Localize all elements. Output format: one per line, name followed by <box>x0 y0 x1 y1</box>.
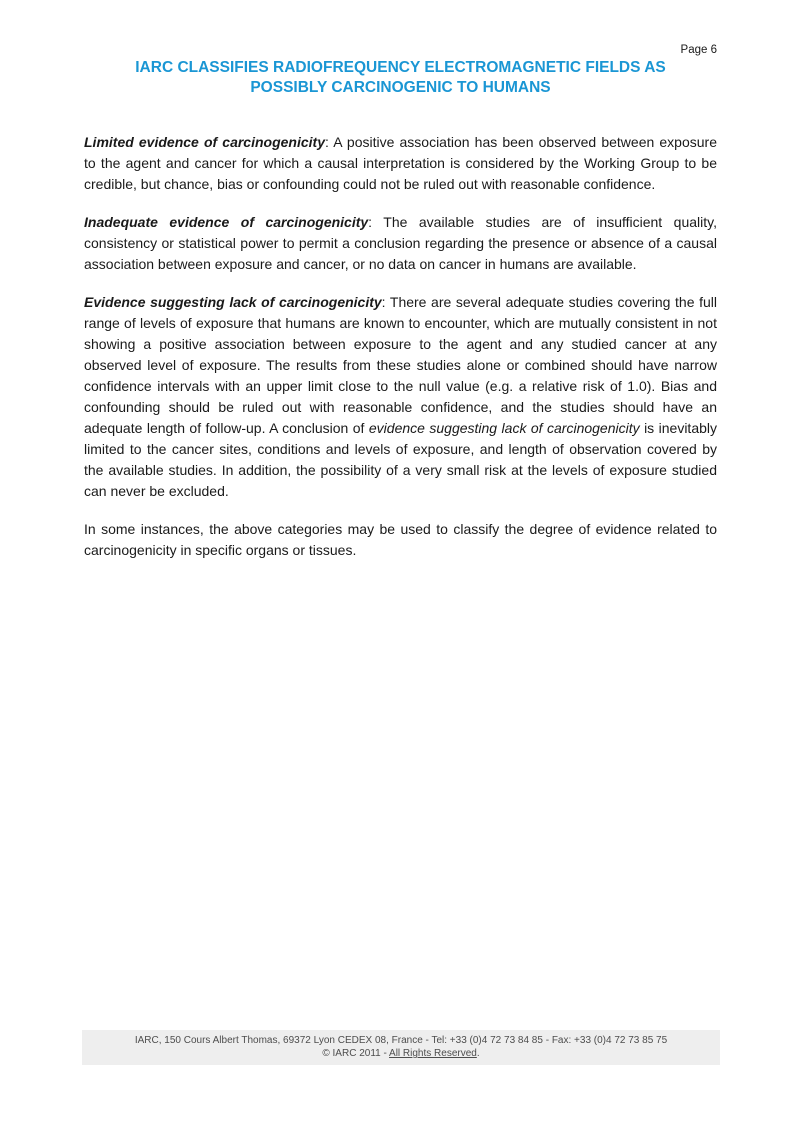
evidence-lack-body-1: : There are several adequate studies covering the full range of levels of exposure that humans are known to encounter, which are mutually consistent in not showing a positive association between exposure to the agent and any studied cancer at any observed level of exposure. The results from these studies alone or combined should have narrow confidence intervals with an upper limit close to the null value (e.g. a relative risk of 1.0). Bias and confounding should be ruled out with reasonable confidence, and the studies should have an adequate length of follow-up. A conclusion of <box>84 294 717 436</box>
paragraph-instances-note <box>84 519 717 561</box>
copyright-text: © IARC 2011 - <box>322 1048 390 1059</box>
page-number-label: Page 6 <box>680 44 717 56</box>
title-line-2: POSSIBLY CARCINOGENIC TO HUMANS <box>250 79 551 96</box>
evidence-lack-body-2: is inevitably limited to the cancer sites, conditions and levels of exposure, and length of observation covered by the available studies. In addition, the possibility of a very small risk at the levels of exposure studied can never be excluded. <box>84 420 717 499</box>
paragraph-evidence-suggesting-lack <box>84 292 717 502</box>
inadequate-evidence-body: : The available studies are of insufficient quality, consistency or statistical power to permit a conclusion regarding the presence or absence of a causal association between exposure and cancer, or no data on cancer in humans are available. <box>84 214 717 272</box>
footer-address-line: IARC, 150 Cours Albert Thomas, 69372 Lyon CEDEX 08, France - Tel: +33 (0)4 72 73 84 85 - Fax: +33 (0)4 72 73 85 75 <box>134 1035 668 1046</box>
document-title <box>84 58 717 98</box>
paragraph-inadequate-evidence <box>84 212 717 275</box>
paragraph-limited-evidence <box>84 132 717 195</box>
page-content <box>84 44 717 578</box>
evidence-lack-italic-phrase: evidence suggesting lack of carcinogenicity <box>368 420 640 436</box>
all-rights-reserved-link[interactable]: All Rights Reserved <box>389 1048 477 1059</box>
footer-copyright-line <box>88 1047 714 1060</box>
limited-evidence-lead: Limited evidence of carcinogenicity <box>84 134 325 150</box>
copyright-period: . <box>476 1048 480 1059</box>
instances-note-body: In some instances, the above categories may be used to classify the degree of evidence related to carcinogenicity in specific organs or tissues. <box>84 521 717 558</box>
evidence-lack-lead: Evidence suggesting lack of carcinogenicity <box>84 294 382 310</box>
body-text <box>84 132 717 561</box>
limited-evidence-body: : A positive association has been observed between exposure to the agent and cancer for which a causal interpretation is considered by the Working Group to be credible, but chance, bias or confounding could not be ruled out with reasonable confidence. <box>84 134 717 192</box>
footer <box>82 1030 720 1065</box>
title-line-1: IARC CLASSIFIES RADIOFREQUENCY ELECTROMAGNETIC FIELDS AS <box>135 59 666 76</box>
inadequate-evidence-lead: Inadequate evidence of carcinogenicity <box>84 214 369 230</box>
